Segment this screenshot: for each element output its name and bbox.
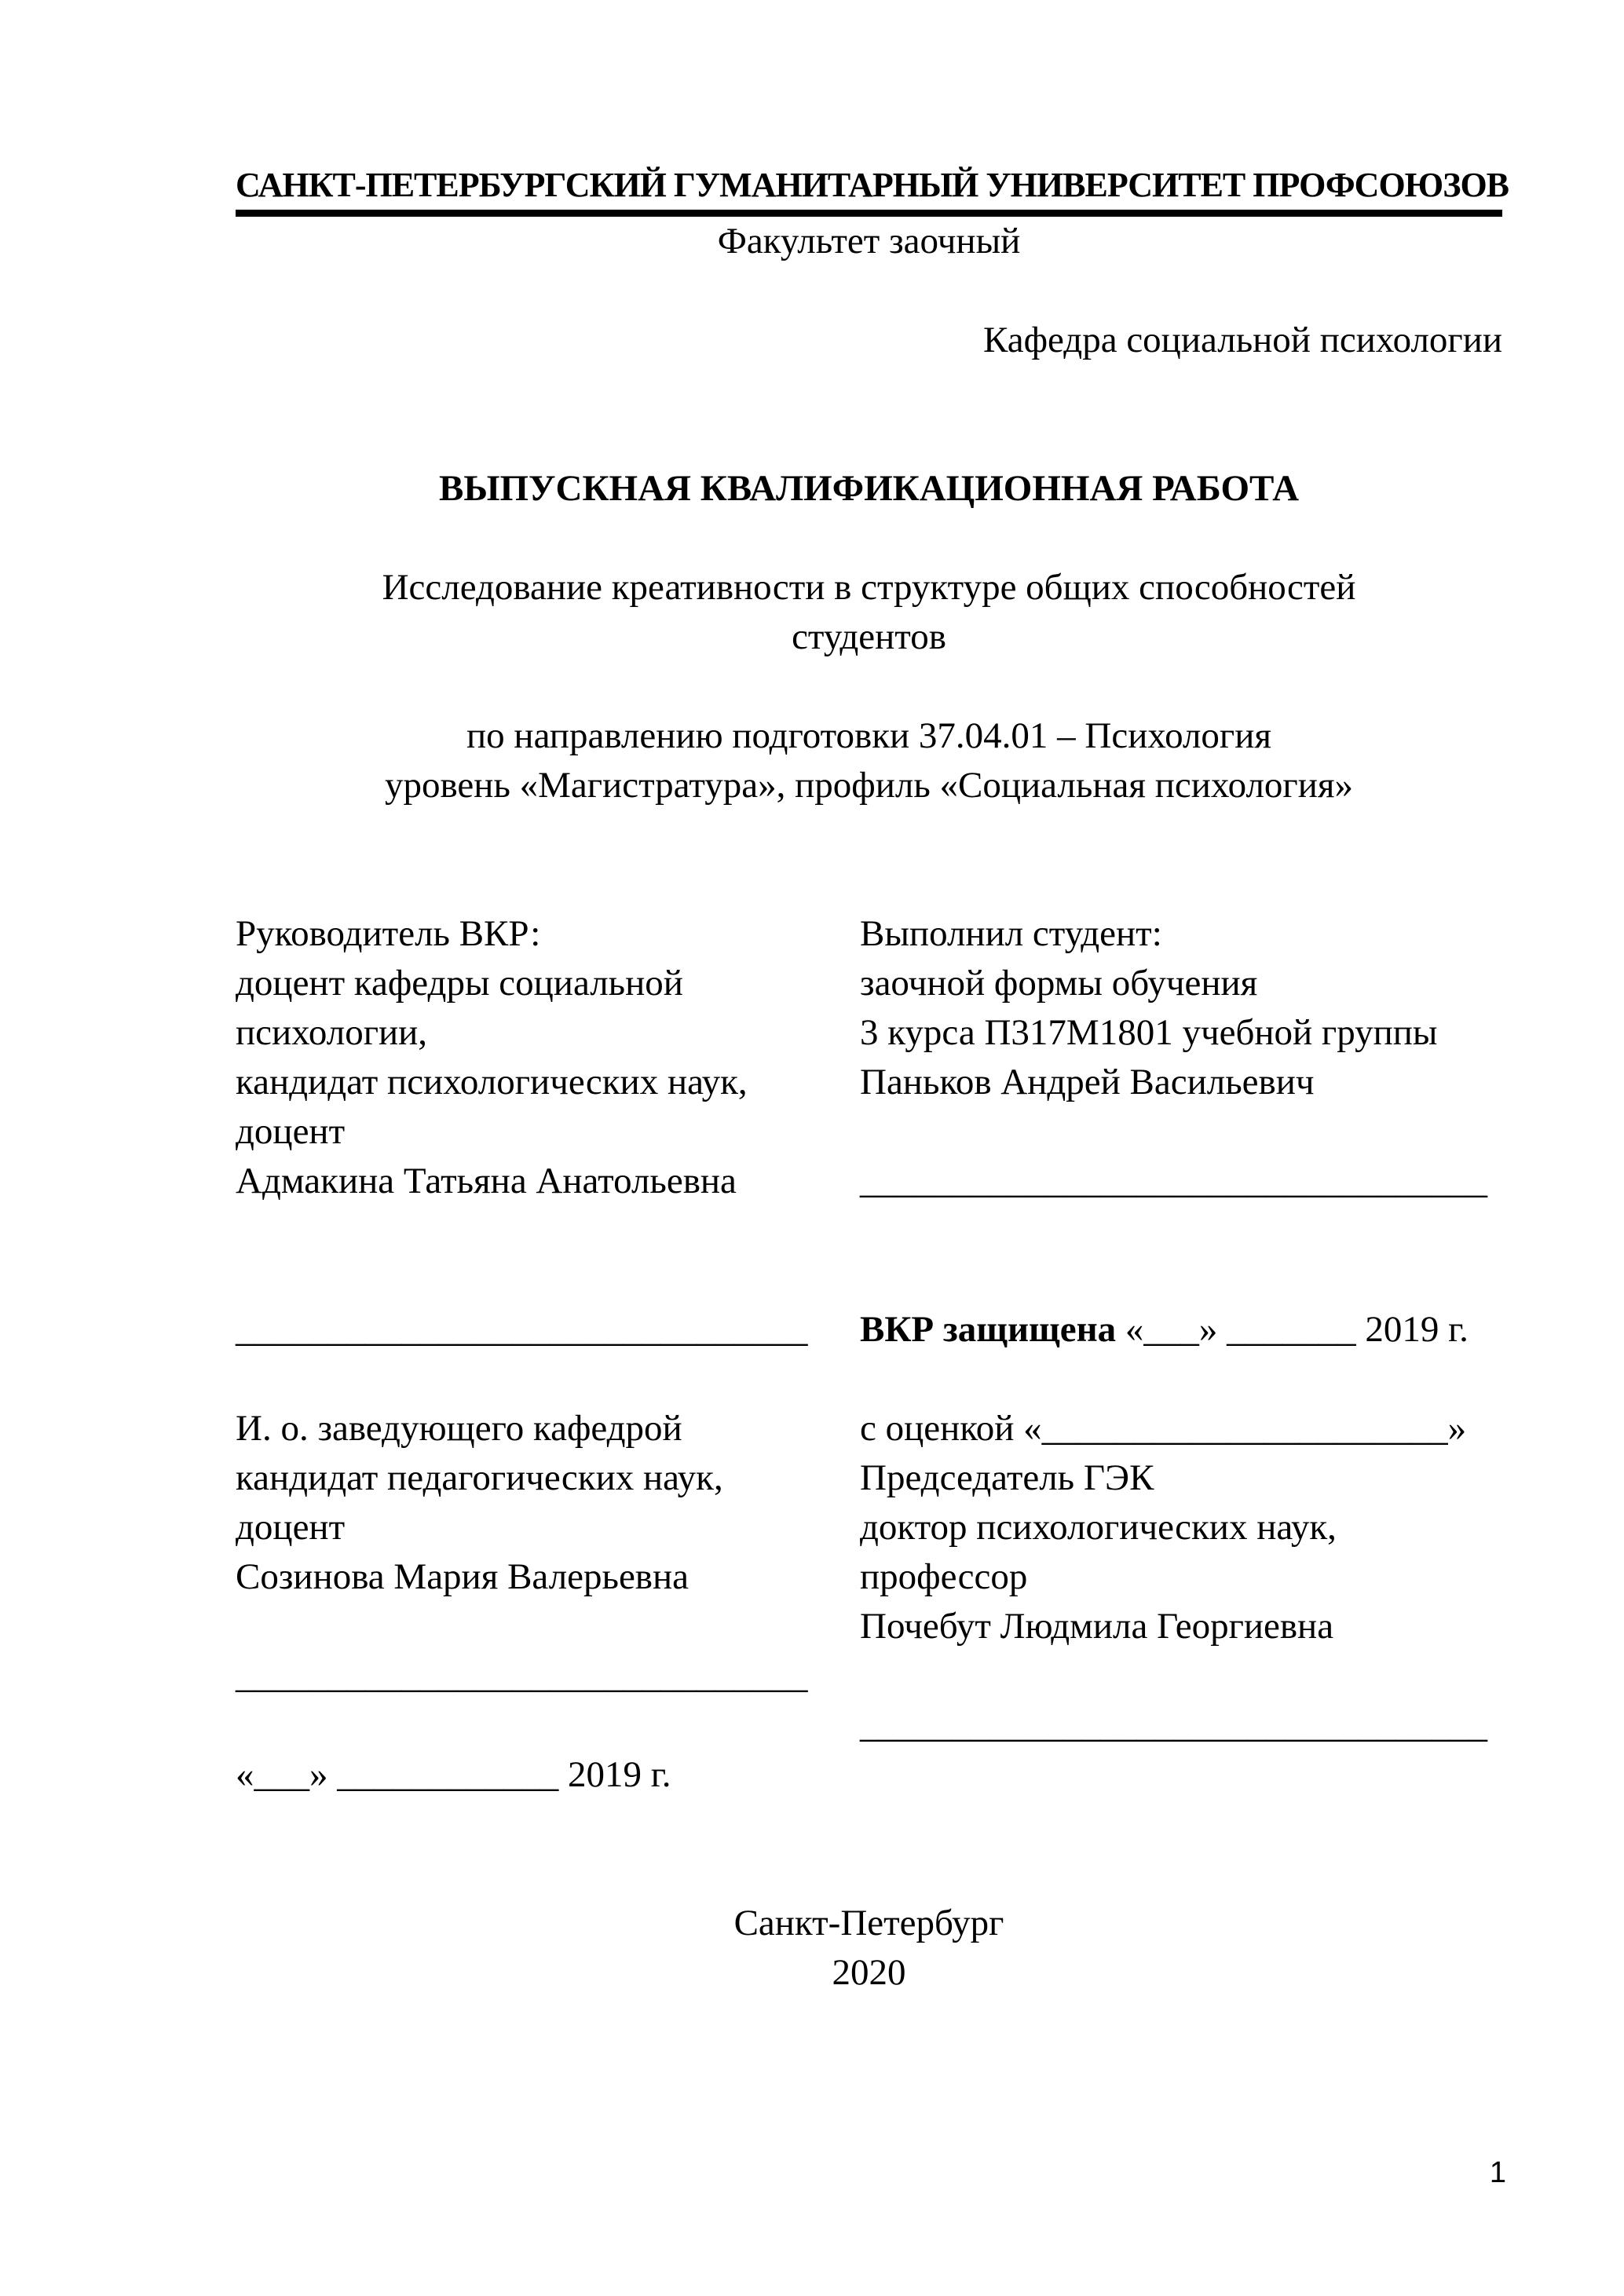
faculty-line: Факультет заочный [717,221,1021,261]
supervisor-label: Руководитель ВКР: [236,913,541,954]
head-date-line: «___» ____________ 2019 г. [236,1754,671,1795]
supervisor-column [236,909,860,1206]
blank-line [236,1701,860,1750]
thesis-title-line1: Исследование креативности в структуре общих способностей [382,567,1356,608]
blank-line [236,1206,1502,1256]
blank-line [236,514,1502,563]
blank-line [236,662,1502,711]
grade-line: с оценкой «______________________» [860,1408,1467,1449]
supervisor-name: Адмакина Татьяна Анатольевна [236,1161,737,1201]
work-type-title: ВЫПУСКНАЯ КВАЛИФИКАЦИОННАЯ РАБОТА [438,468,1300,509]
blank-line [236,415,1502,464]
city-line: Санкт-Петербург [733,1903,1004,1943]
chair-name: Почебут Людмила Георгиевна [860,1606,1334,1647]
chair-degree-line: доктор психологических наук, [860,1507,1337,1548]
blank-line [236,1800,1502,1849]
thesis-title-line2: студентов [792,616,946,657]
blank-line [236,365,1502,415]
student-label: Выполнил студент: [860,913,1162,954]
student-column [860,909,1502,1206]
blank-line [236,1256,1502,1305]
student-form-line: заочной формы обучения [860,963,1258,1004]
blank-line [860,1107,1502,1157]
head-signature-line: _______________________________ [236,1309,808,1350]
head-degree-line: кандидат педагогических наук, [236,1457,723,1498]
department-line: Кафедра социальной психологии [983,320,1502,360]
program-line: по направлению подготовки 37.04.01 – Психология [466,715,1271,756]
supervisor-position-line: доцент кафедры социальной [236,963,683,1004]
defense-column [860,1305,1502,1800]
blank-line [860,1355,1502,1404]
supervisor-student-block [236,909,1502,1206]
blank-line [860,1651,1502,1701]
supervisor-degree-line: кандидат психологических наук, [236,1062,748,1102]
chair-signature-line: __________________________________ [860,1705,1487,1746]
head-name: Созинова Мария Валерьевна [236,1556,689,1597]
defense-date-line [860,1305,1502,1355]
head-rank-line: доцент [236,1507,346,1548]
level-line: уровень «Магистратура», профиль «Социальная психология» [385,765,1353,806]
approval-block [236,1305,1502,1800]
blank-line [236,266,1502,316]
blank-line [236,1602,860,1651]
supervisor-position-line: психологии, [236,1012,428,1053]
supervisor-rank-line: доцент [236,1111,346,1152]
page-number: 1 [1489,2156,1506,2189]
head-signature-line: _______________________________ [236,1655,808,1696]
student-group-line: 3 курса П317М1801 учебной группы [860,1012,1438,1053]
blank-line [236,1355,860,1404]
defense-date-blank: «___» _______ 2019 г. [1116,1309,1469,1350]
year-line: 2020 [832,1952,906,1993]
chair-rank-line: профессор [860,1556,1028,1597]
student-name: Паньков Андрей Васильевич [860,1062,1315,1102]
blank-line [236,1849,1502,1899]
head-title-line: И. о. заведующего кафедрой [236,1408,682,1449]
university-name: САНКТ-ПЕТЕРБУРГСКИЙ ГУМАНИТАРНЫЙ УНИВЕРСИТЕТ ПРОФСОЮЗОВ [236,160,1502,217]
head-of-department-column [236,1305,860,1800]
blank-line [236,810,1502,860]
defense-label: ВКР защищена [860,1309,1117,1350]
student-signature-line: __________________________________ [860,1161,1487,1201]
blank-line [236,860,1502,909]
committee-chair-label: Председатель ГЭК [860,1457,1154,1498]
